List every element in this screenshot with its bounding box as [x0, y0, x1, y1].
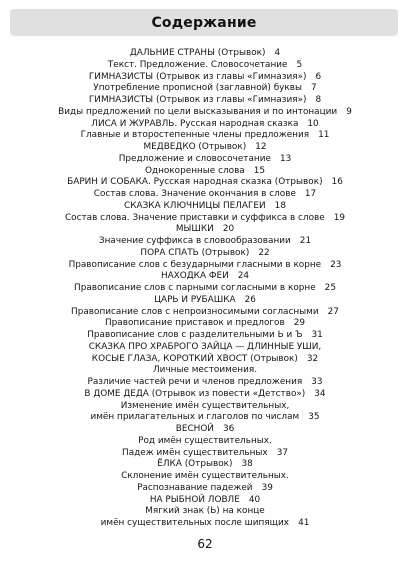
toc-entry-page: 11: [318, 130, 330, 141]
toc-entry-title: НАХОДКА ФЕИ: [160, 271, 229, 282]
page-title: Содержание: [151, 14, 257, 31]
toc-entry-page: 22: [258, 247, 270, 258]
toc-entry: [0, 200, 410, 212]
toc-entry-page: 5: [296, 59, 303, 70]
toc-entry-page: 33: [311, 377, 323, 387]
toc-entry: [0, 494, 410, 506]
toc-entry: [0, 94, 410, 106]
toc-entry-page: 35: [308, 412, 320, 423]
toc-entry-title: ЦАРЬ И РУБАШКА: [154, 294, 236, 305]
toc-entry-page: 16: [331, 177, 343, 188]
toc-entry-title: ПОРА СПАТЬ (Отрывок): [140, 247, 250, 258]
table-of-contents: [0, 47, 410, 527]
toc-entry-page: 37: [276, 447, 288, 458]
toc-entry-title: Правописание слов с парными согласными в корне: [74, 283, 316, 293]
toc-entry: [0, 47, 410, 59]
toc-entry-title: ГИМНАЗИСТЫ (Отрывок из главы «Гимназия»): [88, 71, 307, 82]
toc-entry-title: Виды предложений по цели высказывания и по интонации: [58, 106, 338, 117]
toc-entry: [0, 423, 410, 435]
toc-entry: [0, 435, 410, 447]
toc-entry-page: 21: [299, 236, 312, 246]
toc-entry-page: 32: [306, 353, 319, 364]
contents-header: [10, 9, 398, 36]
toc-entry: [0, 223, 410, 235]
toc-entry: [0, 317, 410, 329]
toc-entry: [0, 212, 410, 224]
toc-entry-title: Мягкий знак (Ь) на конце: [145, 506, 265, 517]
toc-entry-title: ДАЛЬНИЕ СТРАНЫ (Отрывок): [129, 48, 266, 58]
toc-entry-title: БАРИН И СОБАКА. Русская народная сказка (Отрывок): [67, 177, 323, 188]
toc-entry-title: Род имён существительных.: [138, 435, 272, 446]
toc-entry-page: 6: [315, 71, 322, 82]
toc-entry: [0, 153, 410, 165]
toc-entry-title: Значение суффикса в словообразовании: [98, 236, 291, 246]
toc-entry-title: Распознавание падежей: [137, 482, 253, 493]
toc-entry-page: 7: [311, 83, 317, 94]
toc-entry-title: имён прилагательных и глаголов по числам: [90, 412, 300, 423]
toc-entry: [0, 411, 410, 423]
toc-entry: [0, 458, 410, 470]
toc-entry: [0, 71, 410, 83]
toc-entry-title: ГИМНАЗИСТЫ (Отрывок из главы «Гимназия»): [88, 95, 307, 105]
toc-entry: [0, 388, 410, 400]
toc-entry: [0, 176, 410, 188]
toc-entry-page: 8: [315, 95, 322, 105]
toc-entry-title: Падеж имён существительных: [122, 447, 268, 458]
toc-entry-page: 20: [222, 224, 235, 235]
toc-entry-page: 31: [311, 330, 323, 340]
toc-entry: [0, 141, 410, 153]
toc-entry: [0, 517, 410, 529]
toc-entry-page: 4: [274, 48, 281, 58]
toc-entry: [0, 482, 410, 494]
toc-entry-page: 13: [279, 153, 292, 164]
toc-entry-page: 10: [307, 118, 319, 129]
toc-entry: [0, 353, 410, 365]
toc-entry: [0, 447, 410, 459]
toc-entry-title: Состав слова. Значение окончания в слове: [93, 189, 296, 199]
toc-entry: [0, 235, 410, 247]
toc-entry-page: 23: [330, 259, 342, 270]
toc-entry: [0, 106, 410, 118]
toc-entry-page: 38: [241, 459, 253, 470]
toc-entry-title: Правописание приставок и предлогов: [104, 318, 285, 329]
page-number: 62: [197, 537, 213, 551]
toc-entry: [0, 188, 410, 200]
toc-entry: [0, 505, 410, 517]
toc-entry-title: МЫШКИ: [175, 224, 214, 235]
toc-entry-title: Употребление прописной (заглавной) буквы: [93, 83, 303, 94]
toc-entry-page: 17: [304, 189, 317, 199]
toc-entry: [0, 341, 410, 353]
toc-entry: [0, 259, 410, 271]
toc-entry-title: Изменение имён существительных,: [120, 400, 290, 411]
toc-entry-page: 24: [237, 271, 250, 282]
toc-entry-title: Главные и второстепенные члены предложения: [80, 130, 310, 141]
toc-entry-title: СКАЗКА ПРО ХРАБРОГО ЗАЙЦА — ДЛИННЫЕ УШИ,: [88, 341, 322, 352]
toc-entry: [0, 129, 410, 141]
toc-entry: [0, 165, 410, 177]
toc-entry: [0, 247, 410, 259]
toc-entry-page: 26: [244, 294, 256, 305]
toc-entry-title: Состав слова. Значение приставки и суффикса в слове: [64, 212, 325, 223]
toc-entry-page: 36: [222, 424, 235, 434]
toc-entry-page: 19: [333, 212, 345, 223]
toc-entry-page: 34: [314, 388, 326, 399]
toc-entry: [0, 376, 410, 388]
toc-entry-page: 25: [324, 283, 336, 293]
toc-entry: [0, 329, 410, 341]
toc-entry-title: Правописание слов с безударными гласными в корне: [68, 259, 322, 270]
toc-entry: [0, 282, 410, 294]
toc-entry-title: В ДОМЕ ДЕДА (Отрывок из повести «Детство»): [84, 388, 306, 399]
toc-entry-page: 9: [346, 106, 352, 117]
toc-entry-page: 40: [248, 494, 261, 505]
toc-entry-page: 12: [255, 142, 267, 152]
toc-entry-title: СКАЗКА КЛЮЧНИЦЫ ПЕЛАГЕИ: [124, 200, 266, 211]
toc-entry-title: Однокоренные слова: [144, 165, 245, 176]
toc-entry: [0, 118, 410, 130]
toc-entry-title: Различие частей речи и членов предложения: [87, 377, 303, 387]
toc-entry: [0, 59, 410, 71]
toc-entry-title: Склонение имён существительных.: [121, 471, 289, 481]
toc-entry-title: КОСЫЕ ГЛАЗА, КОРОТКИЙ ХВОСТ (Отрывок): [91, 353, 298, 364]
toc-entry-title: имён существительных после шипящих: [100, 518, 290, 528]
toc-entry-page: 27: [327, 306, 339, 317]
toc-entry: [0, 470, 410, 482]
toc-entry-title: ВЕСНОЙ: [175, 424, 214, 434]
toc-entry-title: Личные местоимения.: [152, 365, 258, 376]
toc-entry-page: 18: [274, 200, 286, 211]
toc-entry-page: 15: [253, 165, 266, 176]
toc-entry-title: ЛИСА И ЖУРАВЛЬ. Русская народная сказка: [91, 118, 299, 129]
toc-entry: [0, 364, 410, 376]
toc-entry-page: 39: [261, 482, 273, 493]
toc-entry: [0, 270, 410, 282]
toc-entry-title: Текст. Предложение. Словосочетание: [107, 59, 288, 70]
toc-entry-title: Правописание слов с непроизносимыми согласными: [71, 306, 319, 317]
toc-entry-page: 41: [298, 518, 310, 528]
toc-entry-title: Предложение и словосочетание: [118, 153, 271, 164]
toc-entry-title: НА РЫБНОЙ ЛОВЛЕ: [149, 494, 240, 505]
toc-entry: [0, 294, 410, 306]
toc-entry: [0, 400, 410, 412]
toc-entry-title: Правописание слов с разделительными Ь и Ъ: [87, 330, 303, 340]
toc-entry-title: ЁЛКА (Отрывок): [157, 459, 233, 470]
toc-entry: [0, 82, 410, 94]
toc-entry-page: 29: [293, 318, 306, 329]
toc-entry: [0, 306, 410, 318]
toc-entry-title: МЕДВЕДКО (Отрывок): [143, 142, 247, 152]
